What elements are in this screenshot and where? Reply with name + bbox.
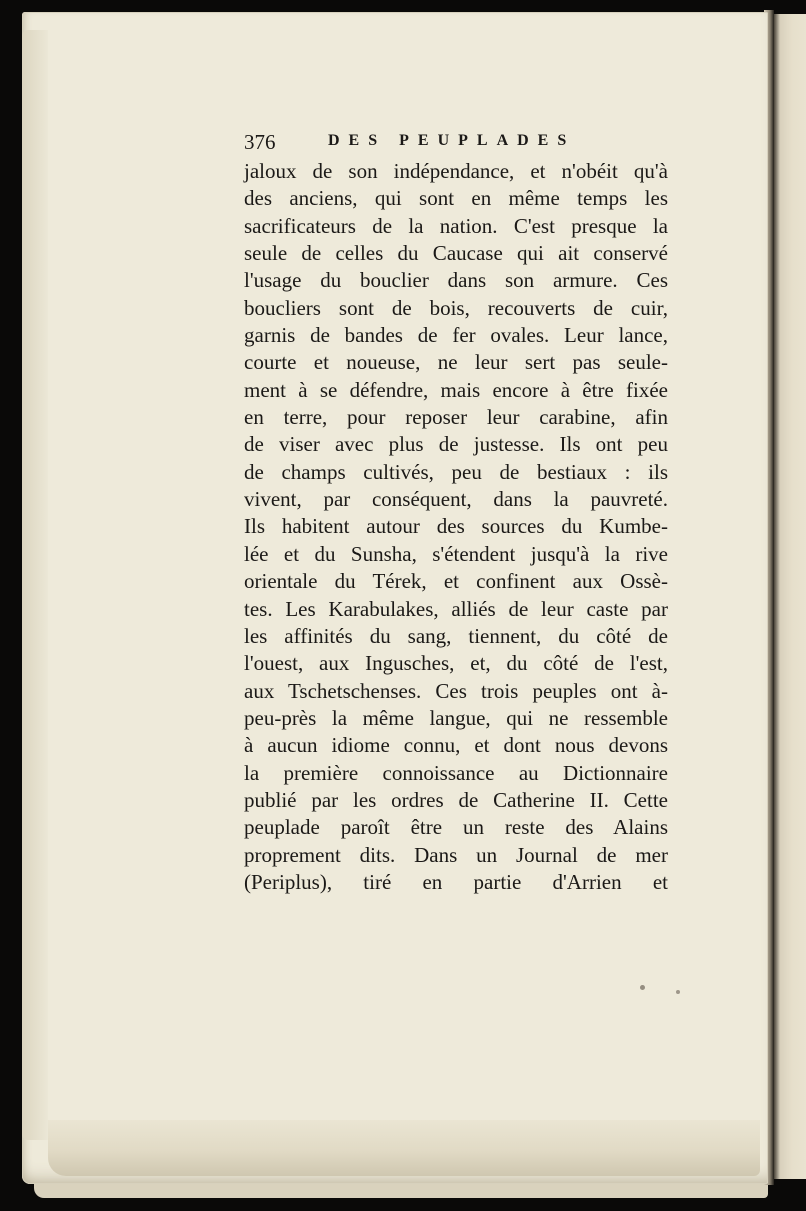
running-head-title: DES PEUPLADES [328,132,576,149]
text-line: les affinités du sang, tiennent, du côté de [244,623,668,648]
deckle-edge-bottom [48,1120,760,1176]
text-line: la première connoissance au Dictionnaire [244,760,668,785]
text-line: aux Tschetschenses. Ces trois peuples ont à- [244,678,668,703]
ink-speck [676,990,680,994]
text-line: boucliers sont de bois, recouverts de cuir, [244,295,668,320]
text-line: seule de celles du Caucase qui ait conservé [244,241,668,266]
text-line: peu-près la même langue, qui ne ressemble [244,705,668,730]
text-line: de champs cultivés, peu de bestiaux : ils [244,459,668,484]
page-number: 376 [244,130,276,154]
body-paragraph [244,158,674,896]
text-line: sacrificateurs de la nation. C'est presque la [244,213,668,238]
running-head [244,128,674,158]
text-line: garnis de bandes de fer ovales. Leur lance, [244,323,668,348]
text-line: publié par les ordres de Catherine II. Cette [244,787,668,812]
text-line: orientale du Térek, et confinent aux Ossè- [244,569,668,594]
text-line: courte et noueuse, ne leur sert pas seule- [244,350,668,375]
text-line: l'usage du bouclier dans son armure. Ces [244,268,668,293]
ink-speck [640,985,645,990]
text-line: peuplade paroît être un reste des Alains [244,815,668,840]
text-line: de viser avec plus de justesse. Ils ont peu [244,432,668,457]
text-line: proprement dits. Dans un Journal de mer [244,842,668,867]
text-line: jaloux de son indépendance, et n'obéit qu'à [244,159,668,183]
text-line: (Periplus), tiré en partie d'Arrien et [244,869,668,894]
text-line: en terre, pour reposer leur carabine, afin [244,405,668,430]
facing-page-edge [770,14,806,1179]
text-line: lée et du Sunsha, s'étendent jusqu'à la rive [244,541,668,566]
text-line: à aucun idiome connu, et dont nous devons [244,733,668,758]
text-line: ment à se défendre, mais encore à être fixée [244,377,668,402]
text-line: l'ouest, aux Ingusches, et, du côté de l'est, [244,651,668,676]
text-line: tes. Les Karabulakes, alliés de leur caste par [244,596,668,621]
text-line: Ils habitent autour des sources du Kumbe- [244,514,668,539]
page-text [244,128,674,896]
text-line: vivent, par conséquent, dans la pauvreté. [244,487,668,512]
text-line: des anciens, qui sont en même temps les [244,186,668,211]
deckle-edge-left [22,30,48,1140]
